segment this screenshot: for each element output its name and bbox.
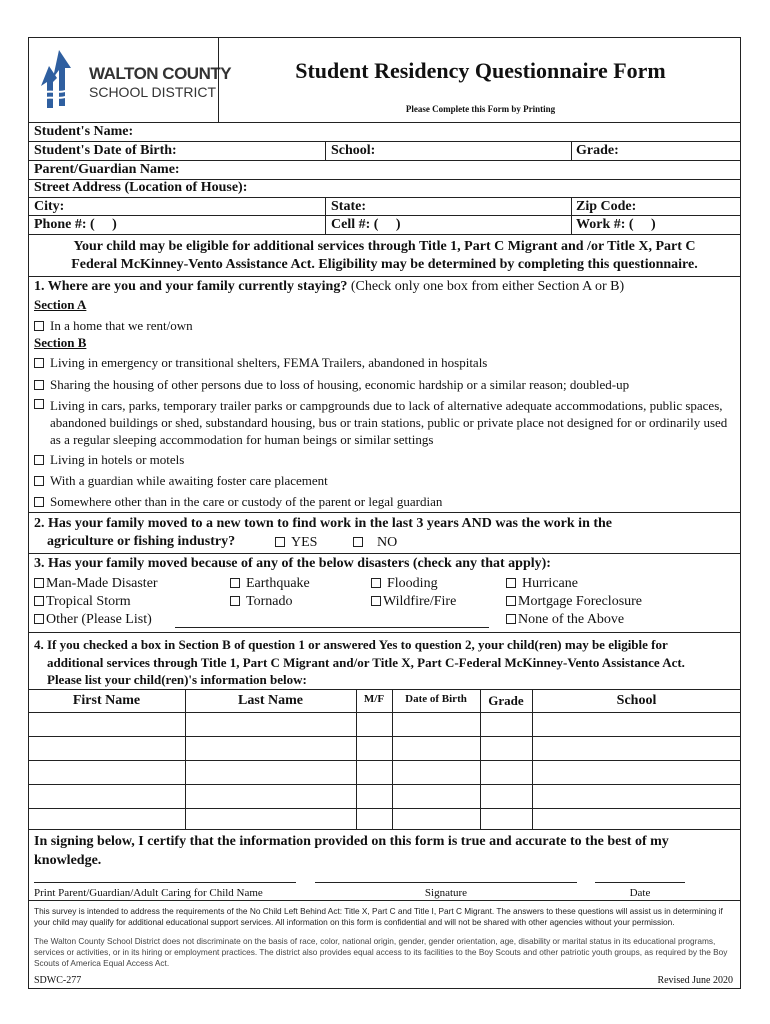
print-name-line[interactable] — [34, 882, 296, 883]
q2-no-label: NO — [377, 535, 398, 550]
q3-option-8-label: Mortgage Foreclosure — [518, 594, 643, 609]
checkbox-icon[interactable] — [275, 537, 285, 547]
q3-option-4[interactable] — [506, 575, 578, 592]
checkbox-icon[interactable] — [34, 578, 44, 588]
q3-option-3[interactable] — [371, 575, 438, 592]
col-school: School — [616, 693, 657, 708]
checkbox-icon[interactable] — [34, 399, 44, 409]
q3-option-7-label: Wildfire/Fire — [383, 594, 457, 609]
q1-option-b1-label: Living in emergency or transitional shelters, FEMA Trailers, abandoned in hospitals — [50, 355, 488, 370]
checkbox-icon[interactable] — [230, 578, 240, 588]
col-dob: Date of Birth — [405, 693, 467, 705]
q3-option-10[interactable] — [506, 611, 624, 628]
q1-option-b3[interactable] — [34, 397, 734, 448]
q3-option-10-label: None of the Above — [518, 612, 625, 627]
q1-option-b5[interactable] — [34, 472, 328, 489]
city-label: City: — [34, 199, 65, 214]
q2-line2-text: agriculture or fishing industry? — [47, 534, 236, 549]
revised-date: Revised June 2020 — [657, 975, 733, 986]
school-label: School: — [331, 143, 376, 158]
q1-option-b4[interactable] — [34, 451, 184, 468]
q3-option-6-label: Tornado — [246, 594, 293, 609]
q3-option-3-label: Flooding — [387, 576, 438, 591]
q3-question: 3. Has your family moved because of any of the below disasters (check any that apply): — [34, 556, 551, 571]
q1-hint: (Check only one box from either Section A or B) — [347, 279, 625, 294]
print-name-label: Print Parent/Guardian/Adult Caring for Child Name — [34, 887, 263, 899]
q1-option-b5-label: With a guardian while awaiting foster care placement — [50, 473, 328, 488]
signature-label: Signature — [424, 887, 468, 899]
footer-note-2: The Walton County School District does not discriminate on the basis of race, color, national origin, gender, gender orientation, age, disability or marital status in its educational programs, services or activities, or in its hiring or employment practices. The district also provides equal access to its facilities to the Boy Scouts and other patriotic youth groups, as required by the Boy Scouts of America Equal Access Act. — [34, 936, 728, 968]
certify-text: In signing below, I certify that the information provided on this form is true and accurate to the best of my knowledge. — [34, 834, 669, 868]
checkbox-icon[interactable] — [353, 537, 363, 547]
section-a-heading: Section A — [34, 297, 87, 312]
q3-option-9[interactable] — [34, 611, 152, 628]
children-table — [28, 689, 741, 829]
checkbox-icon[interactable] — [371, 578, 381, 588]
form-code: SDWC-277 — [34, 975, 82, 986]
checkbox-icon[interactable] — [506, 578, 516, 588]
logo-line2: SCHOOL DISTRICT — [89, 84, 217, 100]
checkbox-icon[interactable] — [371, 596, 381, 606]
form-page — [28, 37, 741, 989]
checkbox-icon[interactable] — [34, 380, 44, 390]
q1-option-b2-label: Sharing the housing of other persons due to loss of housing, economic hardship or a similar reason; doubled-up — [50, 377, 630, 392]
footer-note-1: This survey is intended to address the requirements of the No Child Left Behind Act: Title X, Part C and Title I, Part C Migrant. The answers to these questions will assist us in determining if your child may qualify for additional educational support services. All information on this form is confidential and will not be shared with other agencies without your permission. — [34, 906, 723, 927]
checkbox-icon[interactable] — [34, 614, 44, 624]
student-name-label: Student's Name: — [34, 124, 134, 139]
q1-option-b6[interactable] — [34, 493, 442, 510]
checkbox-icon[interactable] — [34, 321, 44, 331]
q1-question — [34, 278, 624, 296]
q2-line2 — [47, 533, 235, 551]
q2-yes-label: YES — [291, 535, 318, 550]
parent-label: Parent/Guardian Name: — [34, 162, 180, 177]
q1-option-b3-label: Living in cars, parks, temporary trailer parks or campgrounds due to lack of alternative adequate accommodations, public spaces, abandoned buildings or shed, substandard housing, bus or train stations, public or private place not designed for or ordinarily used as a regular sleeping accommodation for human beings or similar settings — [50, 398, 728, 447]
q1-option-a[interactable] — [34, 317, 193, 334]
cell-label: Cell #: ( ) — [331, 217, 401, 232]
q3-option-7[interactable] — [371, 593, 456, 610]
date-label: Date — [629, 887, 651, 899]
zip-label: Zip Code: — [576, 199, 637, 214]
checkbox-icon[interactable] — [34, 455, 44, 465]
q3-other-input-line[interactable] — [175, 627, 489, 628]
form-subtitle: Please Complete this Form by Printing — [405, 104, 556, 114]
section-b-heading: Section B — [34, 335, 87, 350]
q4-line2: additional services through Title 1, Part C Migrant and/or Title X, Part C-Federal McKinney-Vento Assistance Act. — [47, 655, 685, 670]
form-title: Student Residency Questionnaire Form — [295, 58, 666, 83]
street-label: Street Address (Location of House): — [34, 180, 248, 195]
state-label: State: — [331, 199, 366, 214]
q1-option-a-label: In a home that we rent/own — [50, 318, 193, 333]
q1-option-b6-label: Somewhere other than in the care or custody of the parent or legal guardian — [50, 494, 443, 509]
q3-option-4-label: Hurricane — [522, 576, 578, 591]
checkbox-icon[interactable] — [230, 596, 240, 606]
q3-option-5-label: Tropical Storm — [46, 594, 131, 609]
logo-line1: WALTON COUNTY — [89, 64, 232, 83]
col-first-name: First Name — [72, 693, 141, 708]
q3-option-1[interactable] — [34, 575, 158, 592]
q4-line1: 4. If you checked a box in Section B of question 1 or answered Yes to question 2, your child(ren) may be eligible for — [34, 637, 668, 652]
district-logo-icon — [39, 48, 73, 110]
q2-yes[interactable] — [275, 534, 317, 551]
q2-line1: 2. Has your family moved to a new town to find work in the last 3 years AND was the work in the — [34, 516, 613, 531]
q3-option-5[interactable] — [34, 593, 131, 610]
checkbox-icon[interactable] — [506, 596, 516, 606]
logo — [37, 46, 232, 116]
checkbox-icon[interactable] — [34, 596, 44, 606]
date-line[interactable] — [595, 882, 685, 883]
phone-label: Phone #: ( ) — [34, 217, 117, 232]
q3-option-6[interactable] — [230, 593, 292, 610]
grade-label: Grade: — [576, 143, 619, 158]
q3-option-1-label: Man-Made Disaster — [46, 576, 158, 591]
dob-label: Student's Date of Birth: — [34, 143, 177, 158]
q3-option-2-label: Earthquake — [246, 576, 310, 591]
checkbox-icon[interactable] — [506, 614, 516, 624]
signature-line[interactable] — [315, 882, 577, 883]
col-last-name: Last Name — [238, 693, 303, 708]
checkbox-icon[interactable] — [34, 358, 44, 368]
q3-option-8[interactable] — [506, 593, 642, 610]
q1-option-b2[interactable] — [34, 376, 629, 393]
col-mf: M/F — [363, 693, 385, 705]
work-label: Work #: ( ) — [576, 217, 656, 232]
eligibility-notice-line1: Your child may be eligible for additional services through Title 1, Part C Migrant and /or Title X, Part C — [73, 239, 696, 254]
checkbox-icon[interactable] — [34, 497, 44, 507]
q1-question-text: 1. Where are you and your family currently staying? — [34, 279, 348, 294]
q3-option-9-label: Other (Please List) — [46, 612, 152, 627]
eligibility-notice-line2: Federal McKinney-Vento Assistance Act. Eligibility may be determined by completing this questionnaire. — [71, 257, 698, 272]
checkbox-icon[interactable] — [34, 476, 44, 486]
q1-option-b1[interactable] — [34, 354, 487, 371]
q3-option-2[interactable] — [230, 575, 310, 592]
q2-no[interactable] — [353, 534, 397, 551]
col-grade: Grade — [488, 693, 524, 708]
q4-line3: Please list your child(ren)'s information below: — [47, 672, 307, 687]
q1-option-b4-label: Living in hotels or motels — [50, 452, 185, 467]
